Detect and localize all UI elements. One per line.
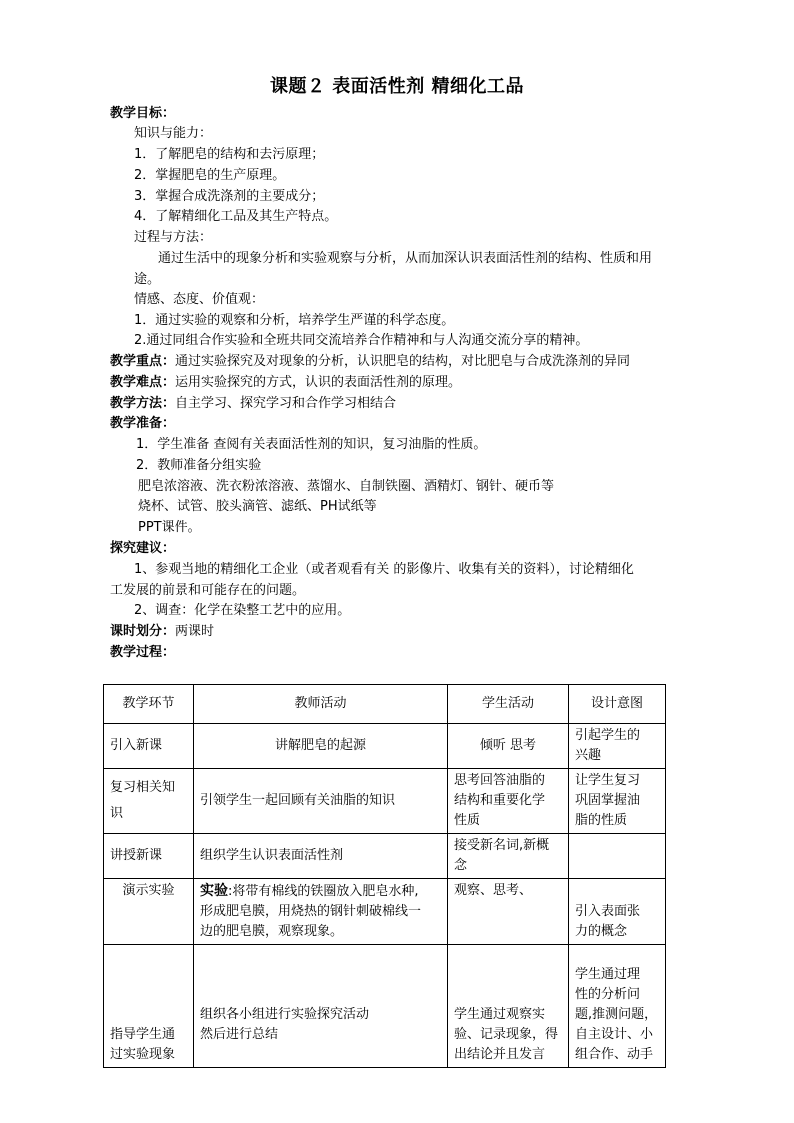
student-line: 出结论并且发言 [454, 1047, 546, 1062]
knowledge-item: 2．掌握肥皂的生产原理。 [134, 168, 286, 183]
intent-line: 让学生复习 [575, 773, 641, 788]
teacher-cell: 组织学生认识表面活性剂 [194, 834, 448, 879]
materials-line: 烧杯、试管、胶头滴管、滤纸、PH试纸等 [138, 499, 377, 514]
emotion-item: 2.通过同组合作实验和全班共同交流培养合作精神和与人沟通交流分享的精神。 [134, 333, 589, 348]
suggestion-heading: 探究建议： [110, 541, 176, 556]
teacher-cell [194, 879, 448, 945]
method-label: 教学方法： [110, 396, 176, 411]
intent-line: 引起学生的 [575, 728, 641, 743]
teacher-line: 边的肥皂膜，观察现象。 [200, 924, 344, 939]
student-line: 学生通过观察实 [454, 1007, 546, 1022]
intent-line: 性的分析问 [575, 987, 641, 1002]
suggestion-item: 1、参观当地的精细化工企业（或者观看有关 的影像片、收集有关的资料），讨论精细化 [134, 562, 634, 577]
experiment-label: 实验 [200, 883, 228, 899]
knowledge-heading: 知识与能力： [134, 126, 213, 141]
difficulty-label: 教学难点： [110, 375, 176, 390]
stage-cell: 演示实验 [104, 879, 194, 945]
intent-cell [569, 945, 666, 1068]
objectives-heading: 教学目标： [110, 106, 176, 121]
intent-line: 力的概念 [575, 924, 628, 939]
hours-text: 两课时 [175, 624, 215, 639]
header-intent: 设计意图 [569, 685, 666, 724]
intent-line: 自主设计、小 [575, 1027, 654, 1042]
key-point-line [110, 352, 630, 372]
student-line: 念 [454, 858, 468, 873]
key-point-label: 教学重点： [110, 354, 176, 369]
table-row [104, 769, 666, 834]
knowledge-item: 4．了解精细化工品及其生产特点。 [134, 209, 338, 224]
intent-line: 组合作、动手 [575, 1047, 654, 1062]
intent-line: 题,推测问题， [575, 1007, 658, 1022]
process-heading: 过程与方法： [134, 230, 213, 245]
stage-line: 指导学生通 [110, 1027, 176, 1042]
teacher-line: 组织各小组进行实验探究活动 [200, 1007, 370, 1022]
intent-line: 兴趣 [575, 748, 602, 763]
process-text: 通过生活中的现象分析和实验观察与分析，从而加深认识表面活性剂的结构、性质和用 [158, 251, 653, 266]
intent-line: 脂的性质 [575, 813, 628, 828]
student-cell [448, 769, 569, 834]
stage-cell: 讲授新课 [104, 834, 194, 879]
intent-line: 学生通过理 [575, 967, 641, 982]
stage-cell [104, 769, 194, 834]
teacher-line [200, 881, 441, 902]
teacher-line: 然后进行总结 [200, 1027, 279, 1042]
stage-line: 复习相关知 [110, 780, 176, 795]
teacher-line: 形成肥皂膜，用烧热的钢针刺破棉线一 [200, 904, 422, 919]
emotion-heading: 情感、态度、价值观： [134, 292, 265, 307]
intent-cell [569, 769, 666, 834]
table-row [104, 834, 666, 879]
hours-line [110, 622, 214, 642]
intent-cell [569, 834, 666, 879]
method-line [110, 394, 396, 414]
experiment-text: :将带有棉线的铁圈放入肥皂水种, [228, 884, 419, 899]
preparation-item: 2．教师准备分组实验 [136, 458, 262, 473]
header-stage: 教学环节 [104, 685, 194, 724]
knowledge-item: 3．掌握合成洗涤剂的主要成分； [134, 189, 325, 204]
materials-line: 肥皂浓溶液、洗衣粉浓溶液、蒸馏水、自制铁圈、酒精灯、钢针、硬币等 [138, 479, 555, 494]
lesson-table [103, 684, 666, 1068]
stage-cell: 引入新课 [104, 724, 194, 769]
table-row [104, 724, 666, 769]
student-line: 性质 [454, 813, 481, 828]
student-line: 验、记录现象，得 [454, 1027, 559, 1042]
difficulty-line [110, 373, 461, 393]
stage-cell [104, 945, 194, 1068]
student-cell: 观察、思考、 [448, 879, 569, 945]
teacher-cell [194, 945, 448, 1068]
header-teacher: 教师活动 [194, 685, 448, 724]
table-row [104, 879, 666, 945]
student-cell [448, 945, 569, 1068]
teacher-cell: 引领学生一起回顾有关油脂的知识 [194, 769, 448, 834]
stage-line: 过实验现象 [110, 1047, 176, 1062]
key-point-text: 通过实验探究及对现象的分析，认识肥皂的结构，对比肥皂与合成洗涤剂的异同 [175, 354, 631, 369]
stage-line: 识 [110, 806, 124, 821]
table-row [104, 945, 666, 1068]
page-title: 课题２ 表面活性剂 精细化工品 [269, 76, 525, 97]
process-text-cont: 途。 [134, 272, 161, 287]
suggestion-item: 2、调查：化学在染整工艺中的应用。 [134, 603, 351, 618]
difficulty-text: 运用实验探究的方式，认识的表面活性剂的原理。 [175, 375, 462, 390]
header-student: 学生活动 [448, 685, 569, 724]
ppt-line: PPT课件。 [138, 520, 201, 535]
knowledge-item: 1．了解肥皂的结构和去污原理； [134, 147, 325, 162]
student-line: 思考回答油脂的 [454, 773, 546, 788]
student-cell [448, 834, 569, 879]
student-line: 结构和重要化学 [454, 793, 546, 808]
intent-line: 引入表面张 [575, 904, 641, 919]
intent-cell [569, 724, 666, 769]
intent-cell [569, 879, 666, 945]
intent-line: 巩固掌握油 [575, 793, 641, 808]
emotion-item: 1．通过实验的观察和分析，培养学生严谨的科学态度。 [134, 313, 455, 328]
teacher-cell: 讲解肥皂的起源 [194, 724, 448, 769]
preparation-heading: 教学准备： [110, 416, 176, 431]
method-text: 自主学习、探究学习和合作学习相结合 [175, 396, 397, 411]
hours-label: 课时划分： [110, 624, 176, 639]
preparation-item: 1．学生准备 查阅有关表面活性剂的知识，复习油脂的性质。 [136, 437, 487, 452]
table-header-row [104, 685, 666, 724]
student-cell: 倾听 思考 [448, 724, 569, 769]
suggestion-item-cont: 工发展的前景和可能存在的问题。 [110, 583, 306, 598]
student-line: 接受新名词,新概 [454, 838, 550, 853]
process-section-heading: 教学过程： [110, 645, 176, 660]
